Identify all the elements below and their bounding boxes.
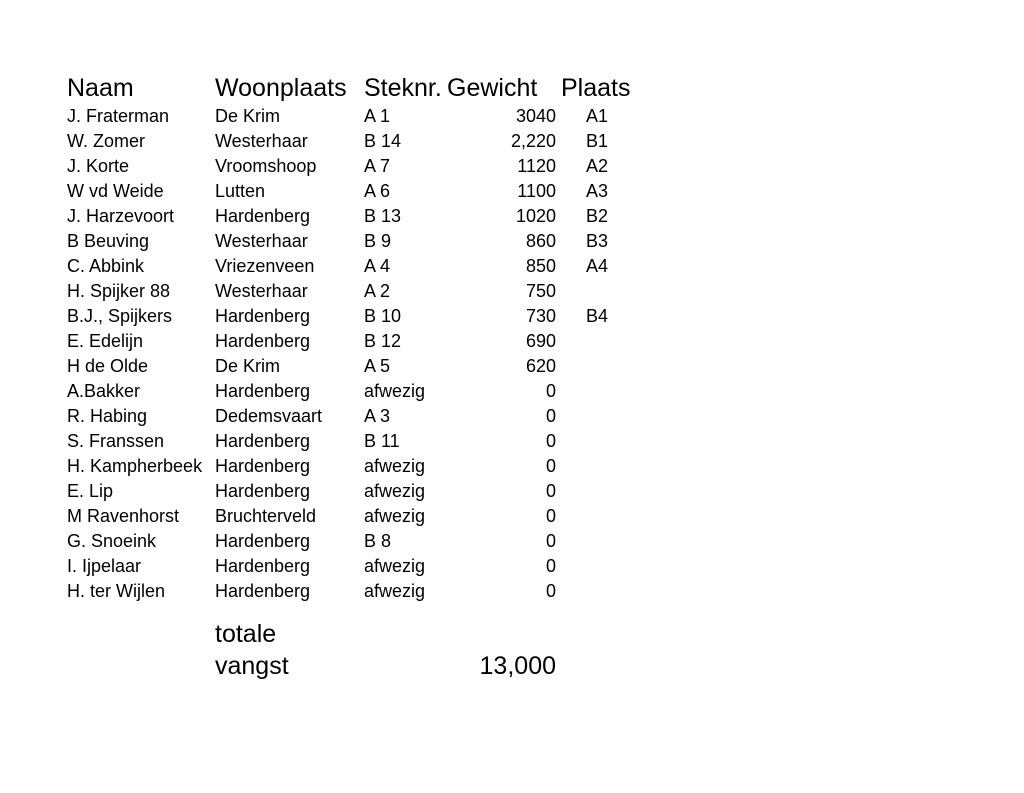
cell-naam: W vd Weide bbox=[67, 181, 164, 201]
cell-steknr: B 14 bbox=[364, 131, 402, 151]
cell-woonplaats: Westerhaar bbox=[215, 231, 308, 251]
cell-naam: B Beuving bbox=[67, 231, 150, 251]
cell-plaats: A1 bbox=[586, 106, 609, 126]
cell-plaats: B3 bbox=[586, 231, 609, 251]
cell-steknr: B 10 bbox=[364, 306, 402, 326]
cell-woonplaats: Vriezenveen bbox=[215, 256, 315, 276]
cell-gewicht: 1020 bbox=[515, 206, 556, 226]
cell-woonplaats: De Krim bbox=[215, 356, 281, 376]
cell-plaats: A4 bbox=[586, 256, 609, 276]
cell-naam: C. Abbink bbox=[67, 256, 145, 276]
cell-naam: H. ter Wijlen bbox=[67, 581, 166, 601]
total-label-line1: totale bbox=[215, 620, 277, 648]
cell-steknr: B 13 bbox=[364, 206, 402, 226]
cell-plaats: A2 bbox=[586, 156, 609, 176]
header-gewicht: Gewicht bbox=[447, 74, 538, 102]
cell-naam: B.J., Spijkers bbox=[67, 306, 173, 326]
cell-steknr: A 1 bbox=[364, 106, 391, 126]
cell-naam: H de Olde bbox=[67, 356, 149, 376]
cell-woonplaats: Hardenberg bbox=[215, 581, 311, 601]
cell-steknr: afwezig bbox=[364, 556, 426, 576]
cell-naam: J. Korte bbox=[67, 156, 130, 176]
cell-gewicht: 3040 bbox=[515, 106, 556, 126]
cell-woonplaats: Hardenberg bbox=[215, 381, 311, 401]
cell-gewicht: 0 bbox=[545, 456, 556, 476]
header-plaats: Plaats bbox=[561, 74, 631, 102]
cell-gewicht: 620 bbox=[525, 356, 556, 376]
cell-steknr: afwezig bbox=[364, 581, 426, 601]
cell-woonplaats: Hardenberg bbox=[215, 431, 311, 451]
total-value: 13,000 bbox=[479, 652, 556, 680]
cell-gewicht: 0 bbox=[545, 381, 556, 401]
cell-plaats: B4 bbox=[586, 306, 609, 326]
cell-woonplaats: Vroomshoop bbox=[215, 156, 317, 176]
cell-plaats: A3 bbox=[586, 181, 609, 201]
cell-naam: R. Habing bbox=[67, 406, 148, 426]
cell-naam: W. Zomer bbox=[67, 131, 146, 151]
cell-woonplaats: Dedemsvaart bbox=[215, 406, 323, 426]
cell-gewicht: 1100 bbox=[517, 181, 556, 201]
cell-steknr: A 2 bbox=[364, 281, 391, 301]
cell-steknr: B 9 bbox=[364, 231, 392, 251]
header-naam: Naam bbox=[67, 74, 134, 102]
cell-gewicht: 850 bbox=[525, 256, 556, 276]
header-woonplaats: Woonplaats bbox=[215, 74, 347, 102]
cell-naam: G. Snoeink bbox=[67, 531, 157, 551]
cell-steknr: B 8 bbox=[364, 531, 392, 551]
cell-gewicht: 690 bbox=[525, 331, 556, 351]
cell-steknr: afwezig bbox=[364, 506, 426, 526]
cell-naam: M Ravenhorst bbox=[67, 506, 180, 526]
cell-woonplaats: Hardenberg bbox=[215, 481, 311, 501]
cell-woonplaats: Hardenberg bbox=[215, 456, 311, 476]
cell-woonplaats: Hardenberg bbox=[215, 331, 311, 351]
cell-naam: E. Lip bbox=[67, 481, 114, 501]
cell-gewicht: 0 bbox=[545, 531, 556, 551]
cell-woonplaats: Hardenberg bbox=[215, 556, 311, 576]
cell-gewicht: 0 bbox=[545, 506, 556, 526]
cell-steknr: B 12 bbox=[364, 331, 402, 351]
cell-gewicht: 0 bbox=[545, 406, 556, 426]
total-label-line2: vangst bbox=[215, 652, 289, 680]
cell-woonplaats: De Krim bbox=[215, 106, 281, 126]
cell-gewicht: 0 bbox=[545, 481, 556, 501]
cell-steknr: afwezig bbox=[364, 381, 426, 401]
cell-steknr: A 6 bbox=[364, 181, 391, 201]
cell-plaats: B2 bbox=[586, 206, 609, 226]
cell-steknr: A 5 bbox=[364, 356, 391, 376]
cell-steknr: afwezig bbox=[364, 481, 426, 501]
cell-gewicht: 730 bbox=[525, 306, 556, 326]
cell-woonplaats: Bruchterveld bbox=[215, 506, 317, 526]
cell-steknr: A 3 bbox=[364, 406, 391, 426]
cell-steknr: A 7 bbox=[364, 156, 391, 176]
header-steknr: Steknr. bbox=[364, 74, 442, 102]
cell-gewicht: 860 bbox=[525, 231, 556, 251]
cell-naam: J. Harzevoort bbox=[67, 206, 175, 226]
cell-woonplaats: Hardenberg bbox=[215, 531, 311, 551]
cell-woonplaats: Westerhaar bbox=[215, 131, 308, 151]
cell-gewicht: 0 bbox=[545, 431, 556, 451]
cell-steknr: A 4 bbox=[364, 256, 391, 276]
cell-plaats: B1 bbox=[586, 131, 609, 151]
cell-gewicht: 0 bbox=[545, 556, 556, 576]
cell-naam: H. Spijker 88 bbox=[67, 281, 171, 301]
cell-woonplaats: Hardenberg bbox=[215, 206, 311, 226]
cell-naam: A.Bakker bbox=[67, 381, 141, 401]
cell-gewicht: 750 bbox=[525, 281, 556, 301]
cell-gewicht: 1120 bbox=[517, 156, 556, 176]
cell-naam: J. Fraterman bbox=[67, 106, 170, 126]
cell-gewicht: 2,220 bbox=[510, 131, 556, 151]
cell-naam: E. Edelijn bbox=[67, 331, 144, 351]
cell-woonplaats: Lutten bbox=[215, 181, 266, 201]
cell-woonplaats: Westerhaar bbox=[215, 281, 308, 301]
cell-naam: I. Ijpelaar bbox=[67, 556, 142, 576]
cell-woonplaats: Hardenberg bbox=[215, 306, 311, 326]
cell-steknr: afwezig bbox=[364, 456, 426, 476]
cell-naam: H. Kampherbeek bbox=[67, 456, 203, 476]
cell-naam: S. Franssen bbox=[67, 431, 165, 451]
cell-gewicht: 0 bbox=[545, 581, 556, 601]
cell-steknr: B 11 bbox=[364, 431, 400, 451]
